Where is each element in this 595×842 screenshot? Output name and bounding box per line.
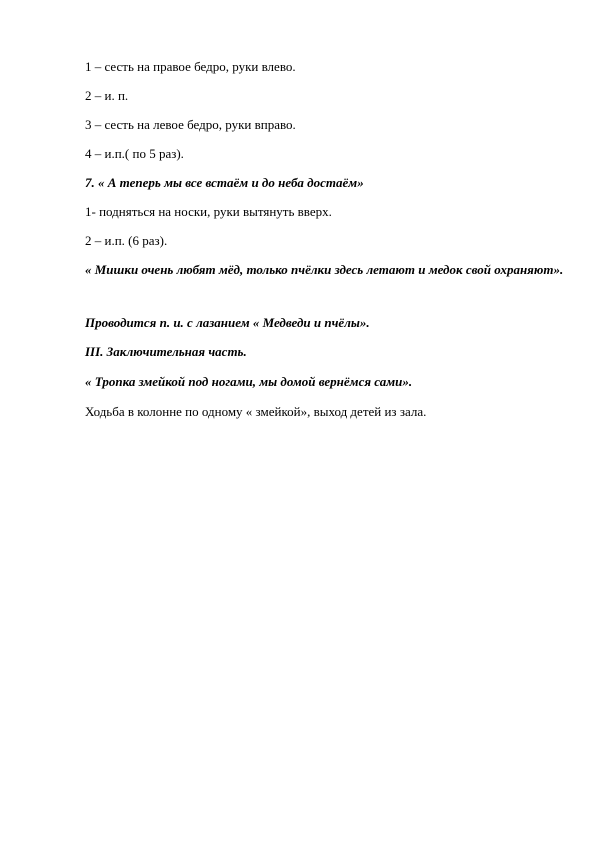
exercise-step-1: 1 – сесть на правое бедро, руки влево. [85, 59, 296, 74]
bears-verse: « Мишки очень любят мёд, только пчёлки здесь летают и медок свой охраняют». [85, 262, 564, 277]
exercise-step-3: 3 – сесть на левое бедро, руки вправо. [85, 117, 296, 132]
exercise-7-step-2: 2 – и.п. (6 раз). [85, 233, 168, 248]
exercise-7-heading: 7. « А теперь мы все встаём и до неба достаём» [85, 175, 364, 190]
game-announcement: Проводится п. и. с лазанием « Медведи и пчёлы». [85, 315, 370, 330]
exercise-step-2: 2 – и. п. [85, 88, 129, 103]
path-verse: « Тропка змейкой под ногами, мы домой вернёмся сами». [85, 374, 413, 389]
exercise-7-step-1: 1- подняться на носки, руки вытянуть вверх. [85, 204, 332, 219]
closing-instruction: Ходьба в колонне по одному « змейкой», выход детей из зала. [85, 404, 427, 419]
final-part-heading: III. Заключительная часть. [85, 344, 247, 359]
exercise-step-4: 4 – и.п.( по 5 раз). [85, 146, 184, 161]
